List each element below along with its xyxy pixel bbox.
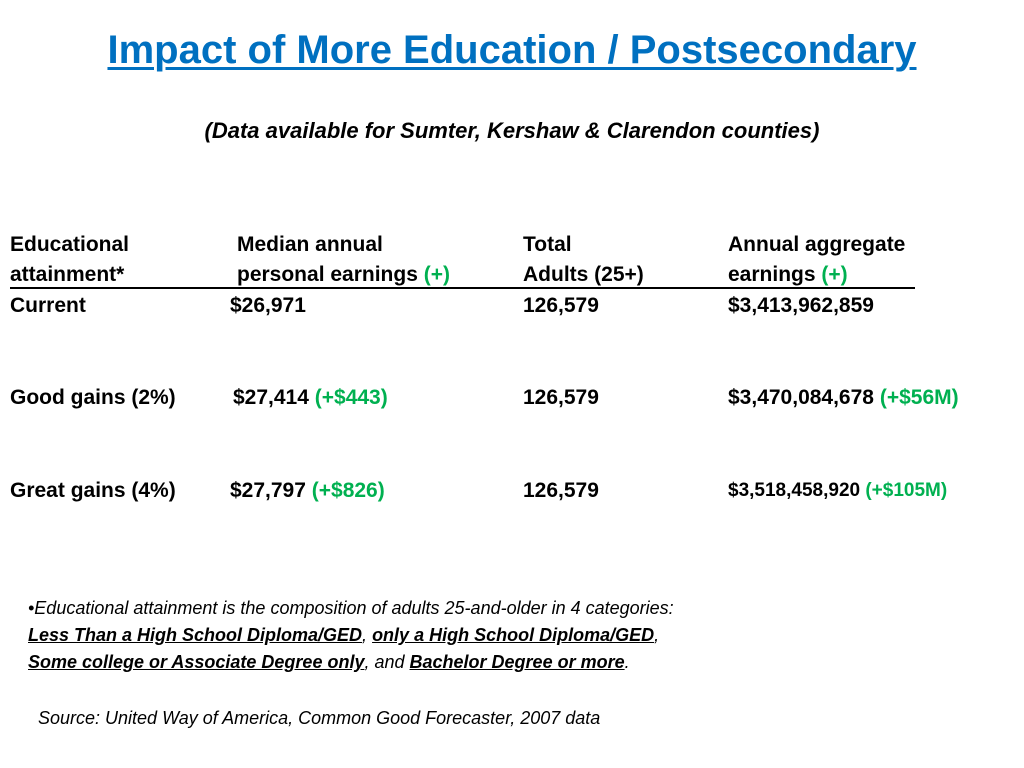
row-label: Current [10, 294, 86, 317]
header-line1: Annual aggregate [728, 233, 906, 256]
category-less-than-hs: Less Than a High School Diploma/GED [28, 625, 363, 645]
header-total-adults [523, 230, 644, 290]
row-earnings [230, 291, 306, 321]
header-line1: Educational [10, 233, 130, 256]
category-bachelor: Bachelor Degree or more [409, 652, 625, 672]
source-citation: Source: United Way of America, Common Good Forecaster, 2007 data [38, 708, 601, 728]
header-line2: earnings [728, 263, 816, 286]
header-line1: Total [523, 233, 572, 256]
header-gain-marker: (+) [423, 263, 450, 286]
earnings-value: $27,797 [230, 479, 306, 502]
row-adults: 126,579 [523, 479, 599, 502]
row-aggregate [728, 476, 947, 506]
footnote-separator: , and [364, 652, 410, 672]
row-adults: 126,579 [523, 386, 599, 409]
page-subtitle: (Data available for Sumter, Kershaw & Clarendon counties) [204, 118, 820, 143]
row-aggregate [728, 383, 959, 413]
earnings-value: $27,414 [233, 386, 309, 409]
row-label: Great gains (4%) [10, 479, 176, 502]
category-some-college: Some college or Associate Degree only [28, 652, 365, 672]
aggregate-gain: (+$56M) [879, 386, 959, 409]
row-earnings [230, 476, 385, 506]
footnote-line2 [28, 625, 659, 646]
aggregate-gain: (+$105M) [865, 480, 948, 501]
row-aggregate [728, 291, 874, 321]
header-divider [10, 287, 915, 289]
header-median-earnings [237, 230, 450, 290]
header-line2: personal earnings [237, 263, 418, 286]
footnote-end: . [624, 652, 630, 672]
earnings-value: $26,971 [230, 294, 306, 317]
footnote-separator: , [654, 625, 660, 645]
aggregate-value: $3,470,084,678 [728, 386, 874, 409]
header-line2: attainment* [10, 263, 125, 286]
header-attainment [10, 230, 129, 290]
row-adults: 126,579 [523, 294, 599, 317]
header-line1: Median annual [237, 233, 383, 256]
row-earnings [233, 383, 388, 413]
header-line2: Adults (25+) [523, 263, 644, 286]
row-label: Good gains (2%) [10, 386, 176, 409]
aggregate-value: $3,518,458,920 [728, 480, 861, 501]
aggregate-value: $3,413,962,859 [728, 294, 874, 317]
earnings-gain: (+$443) [314, 386, 388, 409]
header-gain-marker: (+) [821, 263, 848, 286]
page-title: Impact of More Education / Postsecondary [107, 28, 917, 72]
header-aggregate-earnings [728, 230, 905, 290]
footnote-line3 [28, 652, 630, 673]
footnote-separator: , [362, 625, 373, 645]
category-hs-only: only a High School Diploma/GED [372, 625, 655, 645]
earnings-gain: (+$826) [311, 479, 385, 502]
footnote-line1: •Educational attainment is the composition of adults 25-and-older in 4 categories: [28, 598, 674, 618]
